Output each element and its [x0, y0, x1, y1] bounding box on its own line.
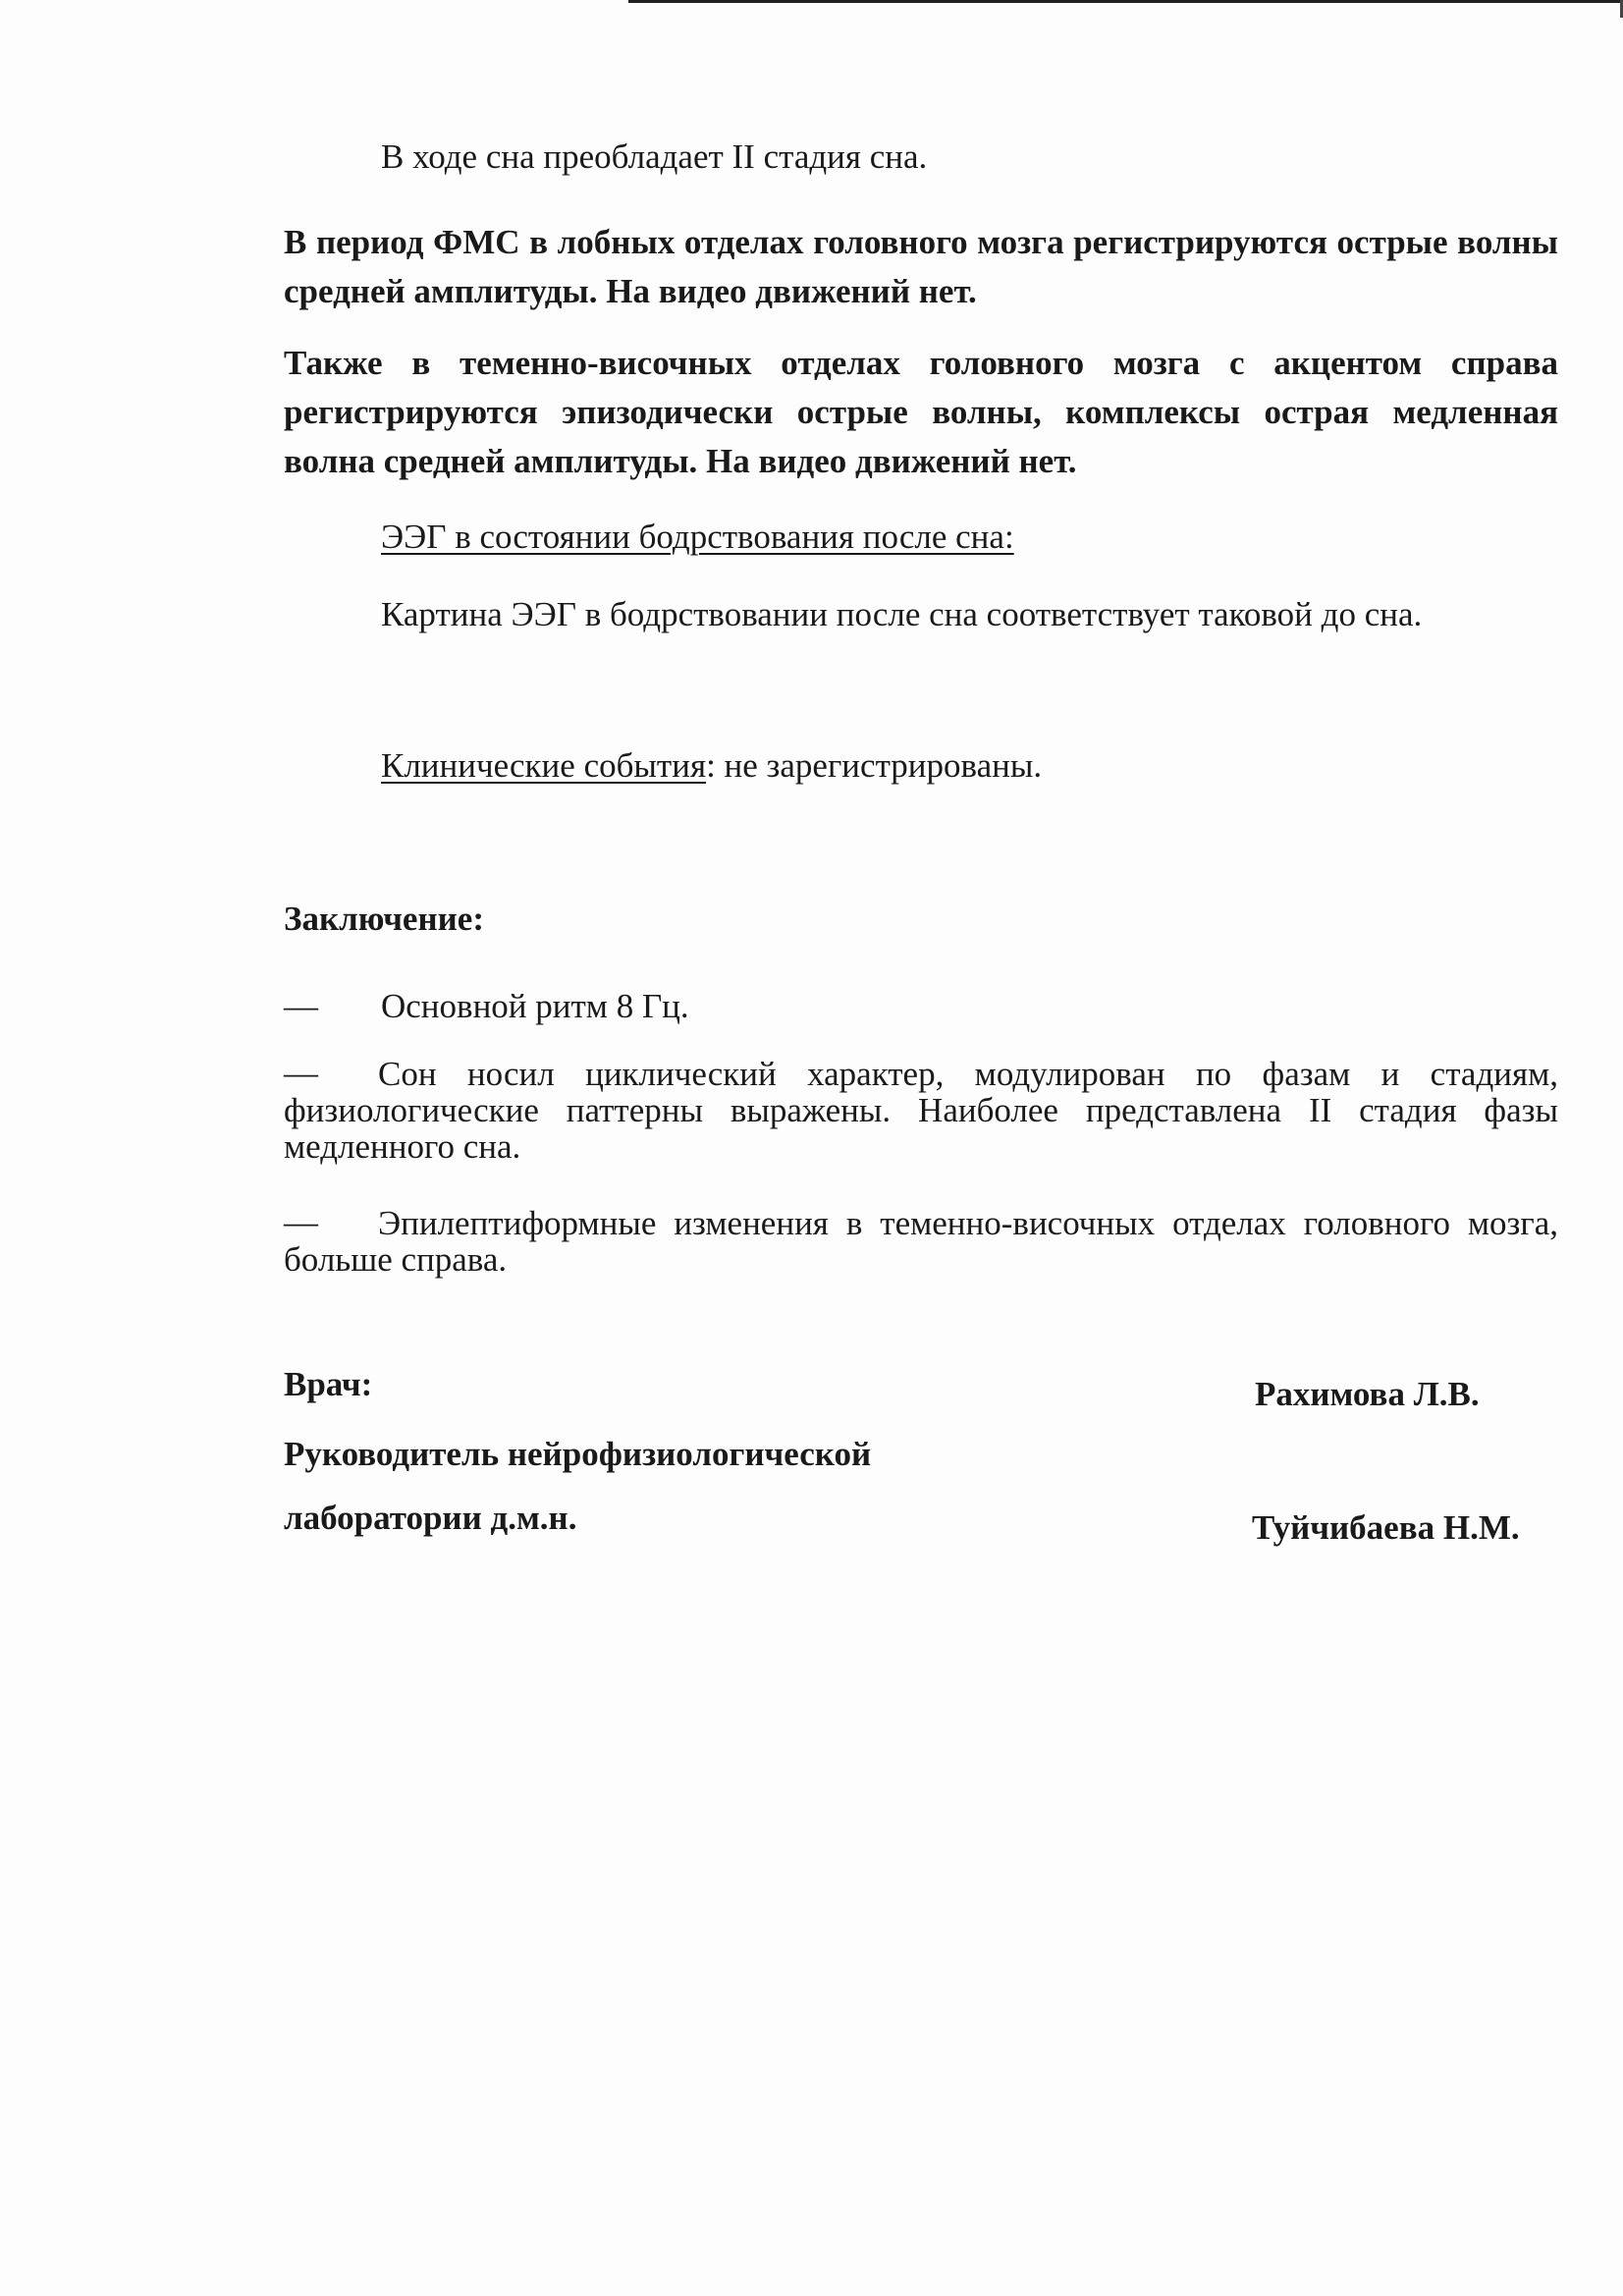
bullet-dash: —	[284, 1203, 318, 1241]
doctor-label: Врач:	[284, 1365, 373, 1403]
conclusion-item: Сон носил циклический характер, модулирован по фазам и стадиям, физиологические паттерны выражены. Наиболее представлена II стадия фазы медленного сна.	[284, 1055, 1558, 1166]
wake-after-sleep-heading: ЭЭГ в состоянии бодрствования после сна:	[381, 518, 1014, 556]
head-label-line1: Руководитель нейрофизиологической	[284, 1435, 872, 1473]
bullet-dash: —	[284, 1054, 318, 1092]
wake-after-sleep-text: Картина ЭЭГ в бодрствовании после сна соответствует таковой до сна.	[381, 595, 1423, 633]
head-name: Туйчибаева Н.М.	[1252, 1508, 1520, 1547]
conclusion-heading: Заключение:	[284, 900, 484, 938]
doctor-name: Рахимова Л.В.	[1255, 1375, 1480, 1413]
sleep-stage-paragraph: В ходе сна преобладает II стадия сна.	[381, 137, 928, 176]
fms-paragraph: В период ФМС в лобных отделах головного мозга регистрируются острые волны средней амплитуды. На видео движений нет.	[284, 223, 1558, 310]
temporal-paragraph: Также в теменно-височных отделах головного мозга с акцентом справа регистрируются эпизодически острые волны, комплексы острая медленная волна средней амплитуды. На видео движений нет.	[284, 344, 1558, 480]
clinical-events-label: Клинические события	[381, 746, 707, 785]
bullet-dash: —	[284, 987, 318, 1025]
conclusion-item: Основной ритм 8 Гц.	[381, 987, 689, 1025]
clinical-events-line	[381, 741, 1042, 791]
clinical-events-value: : не зарегистрированы.	[706, 746, 1043, 785]
conclusion-item: Эпилептиформные изменения в теменно-височных отделах головного мозга, больше справа.	[284, 1204, 1558, 1279]
head-label-line2: лаборатории д.м.н.	[284, 1499, 577, 1537]
scan-edge-top	[628, 0, 1623, 3]
